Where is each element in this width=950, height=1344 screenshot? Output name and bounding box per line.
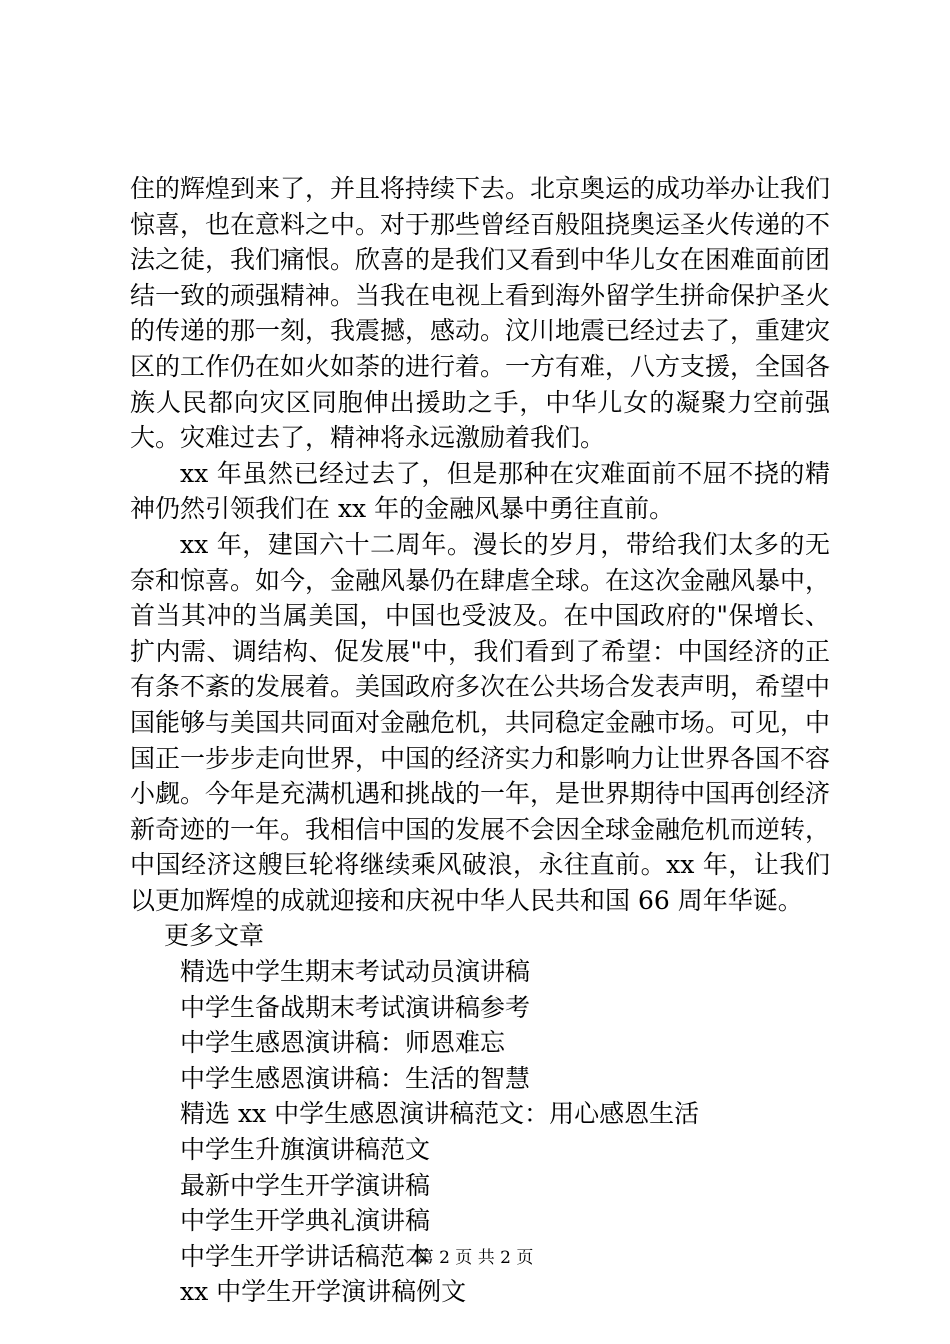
more-article-link[interactable]: 最新中学生开学演讲稿 [180, 1170, 431, 1200]
paragraph-1: 住的辉煌到来了，并且将持续下去。北京奥运的成功举办让我们惊喜，也在意料之中。对于那些曾经百般阻挠奥运圣火传递的不法之徒，我们痛恨。欣喜的是我们又看到中华儿女在困难面前团结一致的顽强精神。当我在电视上看到海外留学生拼命保护圣火的传递的那一刻，我震撼，感动。汶川地震已经过去了，重建灾区的工作仍在如火如荼的进行着。一方有难，八方支援，全国各族人民都向灾区同胞伸出援助之手，中华儿女的凝聚力空前强大。灾难过去了，精神将永远激励着我们。 [130, 174, 831, 453]
page-number-footer: 第 2 页 共 2 页 [416, 1248, 534, 1268]
more-article-link[interactable]: 精选 xx 中学生感恩演讲稿范文：用心感恩生活 [180, 1099, 700, 1129]
more-article-link[interactable]: 中学生备战期末考试演讲稿参考 [180, 992, 531, 1022]
document-body [130, 171, 830, 1310]
paragraph-2: xx 年虽然已经过去了，但是那种在灾难面前不屈不挠的精神仍然引领我们在 xx 年的金融风暴中勇往直前。 [130, 458, 830, 524]
more-article-link[interactable]: 中学生感恩演讲稿：生活的智慧 [180, 1063, 531, 1093]
more-article-link[interactable]: 中学生开学讲话稿范本 [180, 1241, 431, 1271]
more-article-link[interactable]: xx 中学生开学演讲稿例文 [180, 1277, 467, 1307]
more-articles-title: 更多文章 [164, 921, 265, 951]
more-article-link[interactable]: 中学生感恩演讲稿：师恩难忘 [180, 1028, 506, 1058]
more-article-link[interactable]: 中学生开学典礼演讲稿 [180, 1206, 431, 1236]
more-article-link[interactable]: 中学生升旗演讲稿范文 [180, 1135, 431, 1165]
more-article-link[interactable]: 精选中学生期末考试动员演讲稿 [180, 957, 531, 987]
paragraph-3: xx 年，建国六十二周年。漫长的岁月，带给我们太多的无奈和惊喜。如今，金融风暴仍在肆虐全球。在这次金融风暴中，首当其冲的当属美国，中国也受波及。在中国政府的"保增长、扩内需、调结构、促发展"中，我们看到了希望：中国经济的正有条不紊的发展着。美国政府多次在公共场合发表声明，希望中国能够与美国共同面对金融危机，共同稳定金融市场。可见，中国正一步步走向世界，中国的经济实力和影响力让世界各国不容小觑。今年是充满机遇和挑战的一年，是世界期待中国再创经济新奇迹的一年。我相信中国的发展不会因全球金融危机而逆转，中国经济这艘巨轮将继续乘风破浪，永往直前。xx 年，让我们以更加辉煌的成就迎接和庆祝中华人民共和国 66 周年华诞。 [130, 529, 831, 915]
